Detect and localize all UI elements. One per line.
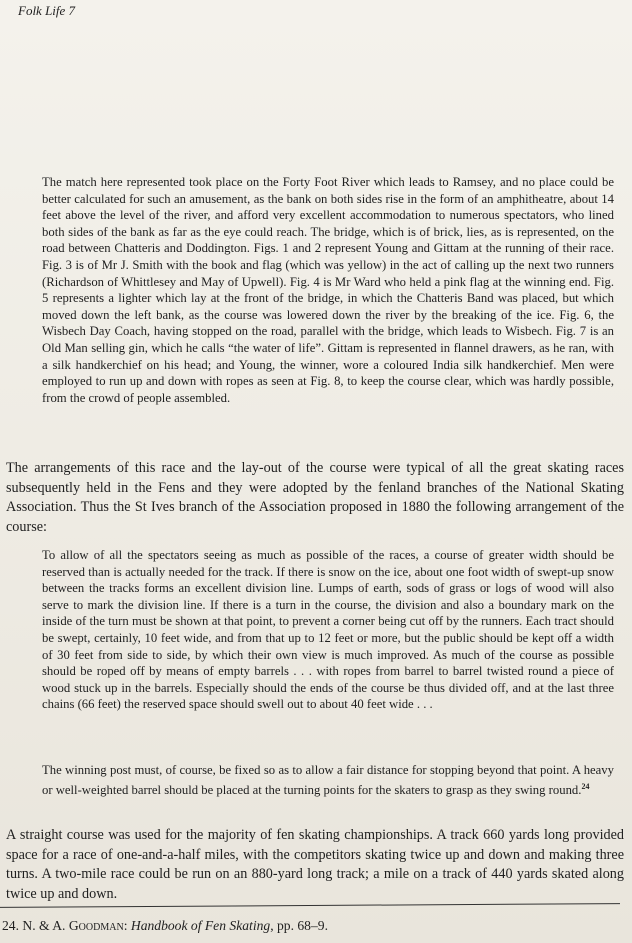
quote-block-course-rules: To allow of all the spectators seeing as much as possible of the races, a course of greater width should be reserved than is actually needed for the track. If there is snow on the ice, about one foot width of swept-up snow between the tracks forms an excellent division line. Lumps of earth, sods of grass or logs of wood will also serve to mark the division line. If there is a turn in the course, the division and also a boundary mark on the inside of the turn must be shown at that point, to prevent a corner being cut off by the runners. Each tract should be swept, certainly, 10 feet wide, and from that up to 12 feet or more, but the public should be kept off a width of 30 feet from side to side, by which their own view is much improved. As much of the course as possible should be roped off by means of empty barrels . . . with ropes from barrel to barrel twisted round a piece of wood stuck up in the barrels. Especially should the ends of the course be thus divided off, and at the last three chains (66 feet) the reserved space should swell out to about 40 feet wide . . .: [42, 548, 614, 712]
footnote-number: 24.: [2, 918, 19, 933]
footnote: [2, 917, 328, 935]
footnote-separator: :: [123, 918, 128, 933]
quote-block-race-description: The match here represented took place on the Forty Foot River which leads to Ramsey, and no place could be better calculated for such an amusement, as the bank on both sides rise in the form of an amphitheatre, about 14 feet above the level of the river, and afford very excellent accommodation to numerous spectators, who lined both sides of the bank as far as the eye could reach. The bridge, which is of brick, lies, as is represented, on the road between Chatteris and Doddington. Figs. 1 and 2 represent Young and Gittam at the running of their race. Fig. 3 is of Mr J. Smith with the book and flag (which was yellow) in the act of calling up the next two runners (Richardson of Whittlesey and May of Upwell). Fig. 4 is Mr Ward who held a pink flag at the winning end. Fig. 5 represents a lighter which lay at the front of the bridge, in which the Chatteris Band was placed, but which moved down the left bank, as the course was lowered down the river by the breaking of the ice. Fig. 6, the Wisbech Day Coach, having stopped on the road, parallel with the bridge, which leads to Wisbech. Fig. 7 is an Old Man selling gin, which he calls “the water of life”. Gittam is represented in flannel drawers, as he ran, with a silk handkerchief on his head; and Young, the winner, wore a coloured India silk handkerchief. Men were employed to run up and down with ropes as seen at Fig. 8, to keep the course clear, which was hardly possible, from the crowd of people assembled.: [42, 175, 614, 405]
body-paragraph-arrangements: The arrangements of this race and the lay-out of the course were typical of all the great skating races subsequently held in the Fens and they were adopted by the fenland branches of the National Skating Association. Thus the St Ives branch of the Association proposed in 1880 the following arrangement of the course:: [6, 460, 624, 535]
quote-block-winning-post: [42, 762, 614, 798]
footnote-pages: , pp. 68–9.: [270, 918, 328, 933]
body-paragraph-straight-course: A straight course was used for the majority of fen skating championships. A track 660 yards long provided space for a race of one-and-a-half miles, with the competitors skating twice up and down and making three turns. A two-mile race could be run on an 880-yard long track; a mile on a track of 440 yards skated along twice up and down.: [6, 827, 624, 902]
footnote-reference: 24: [581, 781, 590, 791]
running-head: Folk Life 7: [18, 3, 76, 18]
footnote-author: N. & A. Goodman: [22, 918, 124, 933]
footnote-title: Handbook of Fen Skating: [130, 918, 271, 933]
quote-text-winning-post: The winning post must, of course, be fixed so as to allow a fair distance for stopping beyond that point. A heavy or well-weighted barrel should be placed at the turning points for the skaters to grasp as they swing round.: [42, 763, 614, 797]
